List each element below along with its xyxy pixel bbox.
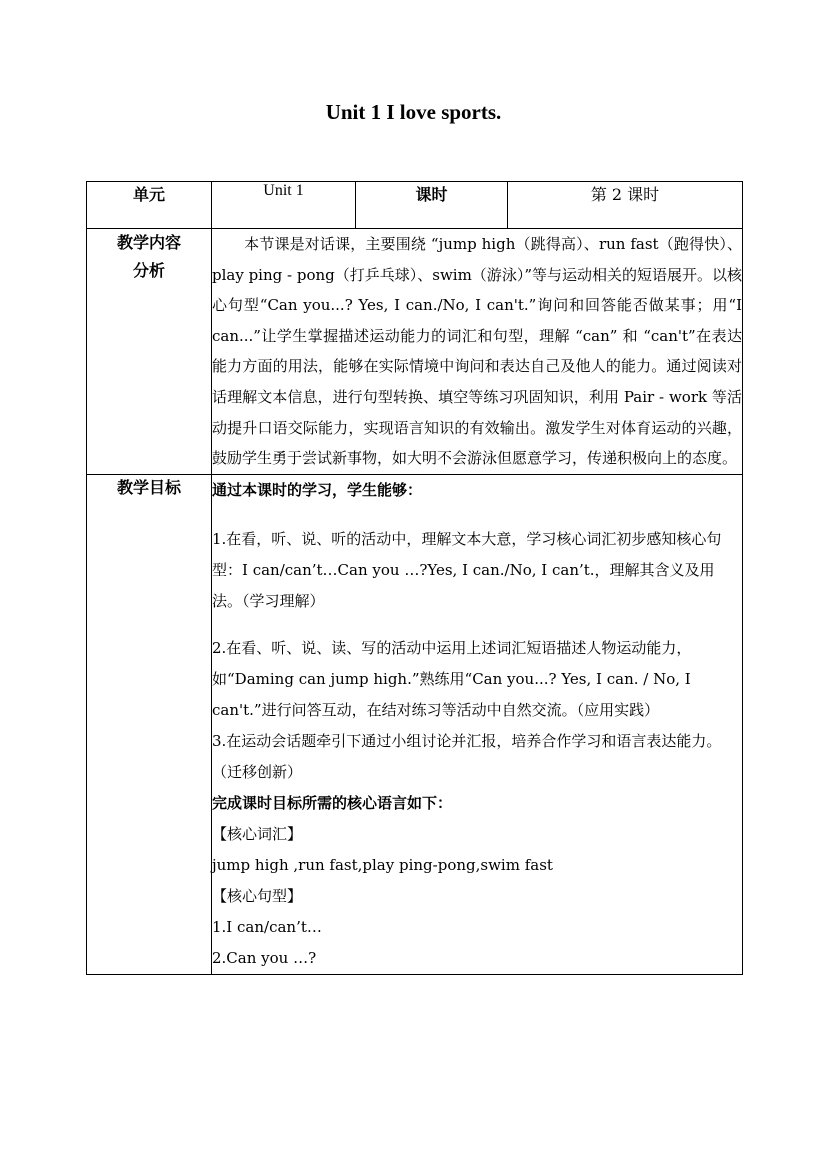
sentence-item-1: 1.I can/can’t… bbox=[212, 917, 322, 936]
goals-label: 教学目标 bbox=[87, 474, 212, 974]
core-language-intro: 完成课时目标所需的核心语言如下： bbox=[212, 793, 453, 812]
sentence-item-2: 2.Can you …? bbox=[212, 948, 317, 967]
page-title: Unit 1 I love sports. bbox=[325, 100, 502, 124]
period-label: 课时 bbox=[356, 182, 508, 229]
period-value: 第 2 课时 bbox=[508, 182, 743, 229]
unit-label: 单元 bbox=[87, 182, 212, 229]
goal-item-2: 2.在看、听、说、读、写的活动中运用上述词汇短语描述人物运动能力，如“Daming can jump high.”熟练用“Can you...? Yes, I can. / No, I can't.”进行问答互动，在结对练习等活动中自然交流。（应用实践） bbox=[212, 638, 692, 719]
header-row bbox=[87, 182, 743, 229]
lesson-plan-table bbox=[86, 181, 743, 975]
goals-row bbox=[87, 474, 743, 974]
unit-value: Unit 1 bbox=[212, 182, 356, 229]
analysis-row bbox=[87, 229, 743, 475]
analysis-content bbox=[212, 229, 743, 475]
analysis-text: 本节课是对话课，主要围绕 “jump high（跳得高）、run fast（跑得快）、play ping - pong（打乒乓球）、swim（游泳）”等与运动相关的短语展开。以核心句型“Can you...? Yes, I can./No, I can't.”询问和回答能否做某事；用“I can...”让学生掌握描述运动能力的词汇和句型，理解 “can” 和 “can't”在表达能力方面的用法，能够在实际情境中询问和表达自己及他人的能力。通过阅读对话理解文本信息，进行句型转换、填空等练习巩固知识，利用 Pair - work 等活动提升口语交际能力，实现语言知识的有效输出。激发学生对体育运动的兴趣，鼓励学生勇于尝试新事物，如大明不会游泳但愿意学习，传递积极向上的态度。 bbox=[212, 235, 742, 468]
analysis-label-cell bbox=[87, 229, 212, 475]
goal-item-3: 3.在运动会话题牵引下通过小组讨论并汇报，培养合作学习和语言表达能力。（迁移创新） bbox=[212, 731, 722, 781]
goal-item-1: 1.在看，听、说、听的活动中，理解文本大意，学习核心词汇初步感知核心句型：I can/can’t…Can you …?Yes, I can./No, I can’t.，理解其含义及用法。（学习理解） bbox=[212, 529, 722, 610]
goals-intro: 通过本课时的学习，学生能够： bbox=[212, 480, 423, 499]
sentence-heading: 【核心句型】 bbox=[212, 886, 303, 905]
analysis-label-line2: 分析 bbox=[132, 261, 165, 280]
vocab-heading: 【核心词汇】 bbox=[212, 824, 303, 843]
vocab-list: jump high ,run fast,play ping-pong,swim fast bbox=[212, 855, 553, 874]
goals-content bbox=[212, 474, 743, 974]
analysis-label-line1: 教学内容 bbox=[116, 233, 181, 252]
